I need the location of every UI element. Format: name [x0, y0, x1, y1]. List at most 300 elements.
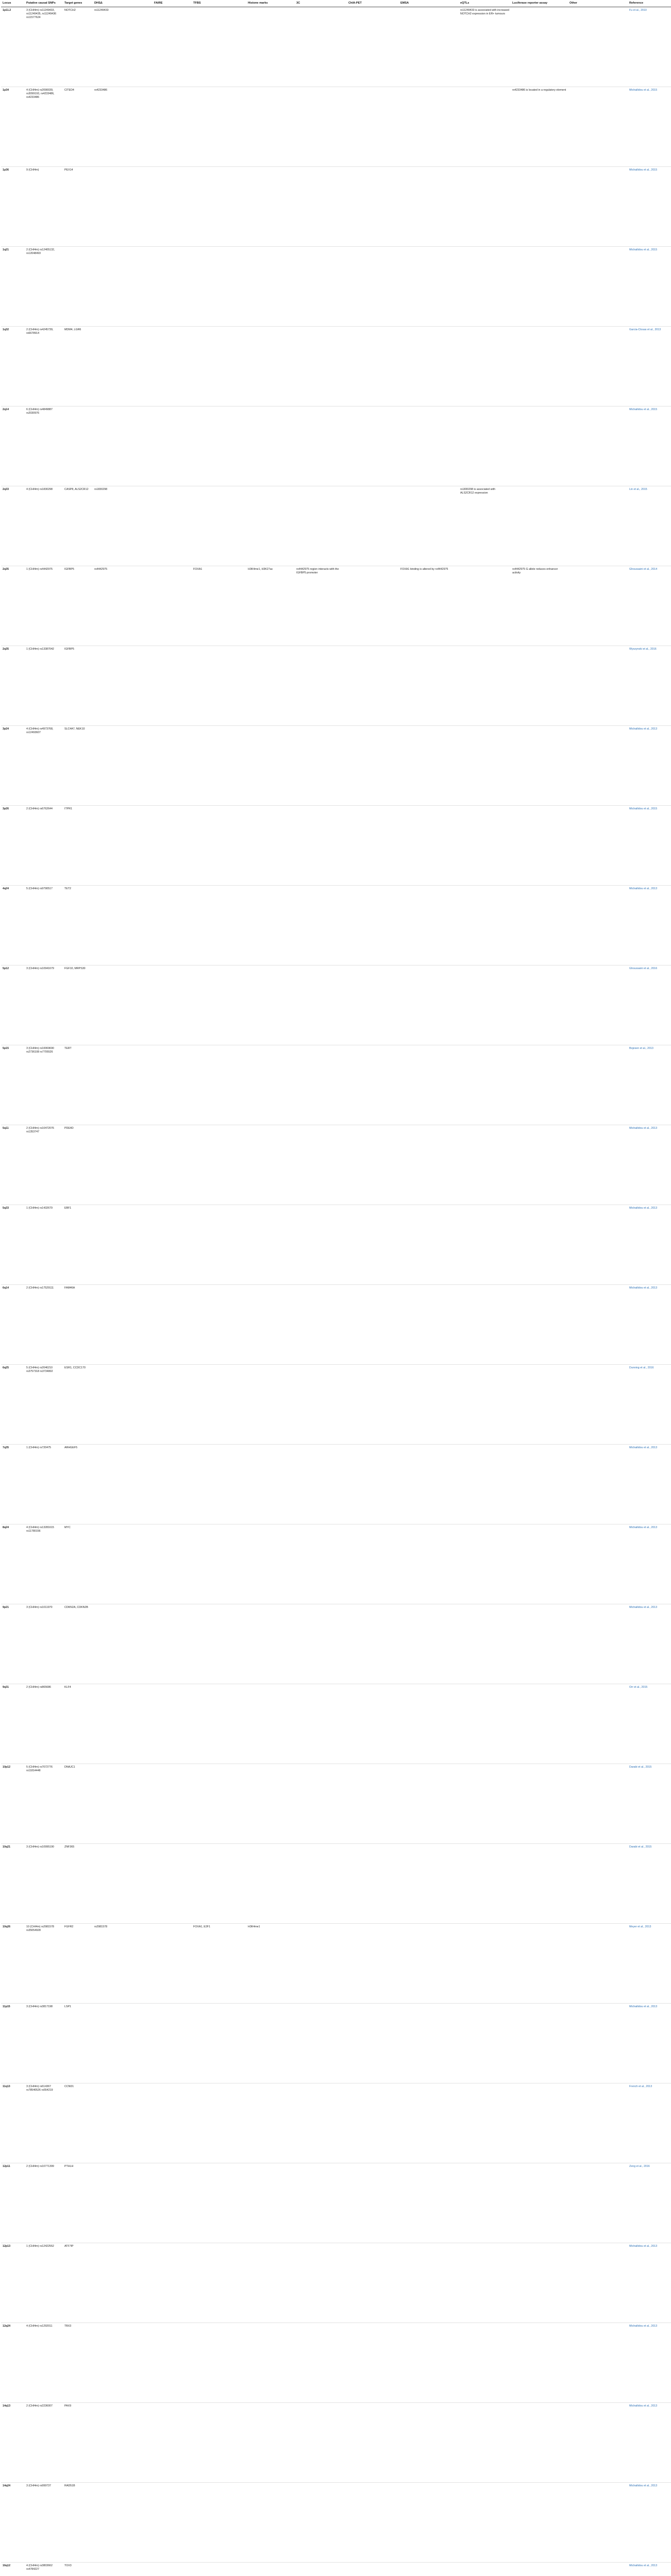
reference-link[interactable]: Lin et al., 2015	[629, 488, 647, 492]
table-cell	[347, 247, 399, 327]
table-cell: MDM4, LGR6	[63, 327, 93, 406]
table-cell	[192, 2243, 246, 2323]
reference-link[interactable]: Michailidou et al., 2013	[629, 1526, 658, 1530]
column-header: eQTLs	[459, 0, 511, 7]
table-cell	[246, 646, 295, 726]
table-cell	[459, 726, 511, 806]
table-cell	[347, 2483, 399, 2563]
table-cell	[399, 886, 459, 965]
table-cell	[568, 2004, 628, 2083]
table-cell	[295, 806, 347, 886]
table-cell	[399, 806, 459, 886]
table-cell	[153, 1205, 192, 1285]
table-cell	[153, 406, 192, 486]
table-cell	[295, 87, 347, 167]
table-row	[1, 486, 671, 566]
table-cell[interactable]	[628, 247, 671, 327]
table-cell	[459, 327, 511, 406]
table-cell	[153, 1684, 192, 1764]
reference-link[interactable]: Michailidou et al., 2015	[629, 807, 658, 811]
table-cell	[459, 1445, 511, 1524]
table-cell: 11q13	[1, 2083, 25, 2163]
reference-link[interactable]: Wyszynski et al., 2016	[629, 648, 657, 651]
column-header: DHSΔ	[93, 0, 153, 7]
table-cell	[459, 965, 511, 1045]
table-cell	[93, 1604, 153, 1684]
table-cell	[153, 1365, 192, 1445]
table-cell	[295, 1445, 347, 1524]
reference-link[interactable]: Michailidou et al., 2015	[629, 408, 658, 412]
table-cell: 3 (CHI4m) rs614367 rs78540526 rs554219	[25, 2083, 63, 2163]
table-cell[interactable]	[628, 327, 671, 406]
table-cell	[568, 726, 628, 806]
table-cell	[347, 486, 399, 566]
reference-link[interactable]: Michailidou et al., 2013	[629, 1127, 658, 1130]
table-cell	[568, 167, 628, 247]
table-cell	[192, 1844, 246, 1924]
table-cell	[459, 806, 511, 886]
table-cell	[399, 2083, 459, 2163]
table-cell	[511, 1924, 568, 2004]
table-cell: 3 (CHI4m) rs10069690 rs2736108 rs7705526	[25, 1045, 63, 1125]
table-cell	[93, 806, 153, 886]
table-cell: 2q33	[1, 486, 25, 566]
reference-link[interactable]: Michailidou et al., 2013	[629, 2404, 658, 2408]
table-cell	[459, 1524, 511, 1604]
table-row	[1, 2563, 671, 2576]
table-cell[interactable]	[628, 726, 671, 806]
reference-link[interactable]: Michailidou et al., 2013	[629, 1606, 658, 1609]
reference-link[interactable]: Michailidou et al., 2013	[629, 1207, 658, 1210]
table-cell	[246, 1844, 295, 1924]
table-cell	[459, 167, 511, 247]
table-cell	[153, 886, 192, 965]
table-cell	[246, 1045, 295, 1125]
table-cell: 1q21	[1, 247, 25, 327]
table-cell: 1 (CHI4m) rs720475	[25, 1445, 63, 1524]
table-cell	[459, 1205, 511, 1285]
reference-link[interactable]: Ghoussaini et al., 2014	[629, 568, 658, 571]
table-cell	[459, 2163, 511, 2243]
table-cell	[192, 1045, 246, 1125]
table-cell	[459, 1285, 511, 1365]
table-cell: FOXA1, E2F1	[192, 1924, 246, 2004]
table-cell[interactable]	[628, 2163, 671, 2243]
table-cell	[93, 406, 153, 486]
table-cell	[399, 327, 459, 406]
table-cell	[153, 486, 192, 566]
table-cell: 2 (CHI4m) rs4245739, rs6678914	[25, 327, 63, 406]
table-cell: 4 (CHI4m) rs13281615 rs11780156	[25, 1524, 63, 1604]
table-cell	[93, 1764, 153, 1844]
table-cell: CDKN2A, CDKN2B	[63, 1604, 93, 1684]
table-cell	[93, 726, 153, 806]
table-cell: FGF10, MRPS30	[63, 965, 93, 1045]
table-cell	[246, 1684, 295, 1764]
table-cell	[153, 1604, 192, 1684]
table-cell	[295, 2563, 347, 2576]
table-cell: rs11249433	[93, 7, 153, 87]
table-cell: ZNF365	[63, 1844, 93, 1924]
table-cell	[295, 886, 347, 965]
table-cell	[511, 1604, 568, 1684]
table-cell[interactable]	[628, 1445, 671, 1524]
table-cell	[568, 486, 628, 566]
table-cell[interactable]	[628, 646, 671, 726]
table-cell: TET2	[63, 886, 93, 965]
table-cell	[93, 2243, 153, 2323]
table-cell	[63, 406, 93, 486]
reference-link[interactable]: Meyer et al., 2013	[629, 1925, 651, 1929]
table-cell[interactable]	[628, 2403, 671, 2483]
table-cell[interactable]	[628, 1205, 671, 1285]
table-cell: 3p26	[1, 806, 25, 886]
table-cell	[192, 406, 246, 486]
table-cell: 12q24	[1, 2323, 25, 2403]
table-cell: PEX14	[63, 167, 93, 247]
table-cell[interactable]	[628, 1365, 671, 1445]
table-cell	[511, 1125, 568, 1205]
table-cell: 5 (CHI4m) rs7072776 rs11814448	[25, 1764, 63, 1844]
table-cell	[192, 2323, 246, 2403]
table-cell	[153, 2323, 192, 2403]
table-cell[interactable]	[628, 1604, 671, 1684]
table-cell	[511, 2163, 568, 2243]
table-cell: LSP1	[63, 2004, 93, 2083]
table-cell	[153, 1844, 192, 1924]
reference-link[interactable]: Darabi et al., 2015	[629, 1766, 652, 1769]
table-cell	[153, 566, 192, 646]
table-cell[interactable]	[628, 566, 671, 646]
table-cell	[295, 1524, 347, 1604]
table-cell: 5q11	[1, 1125, 25, 1205]
table-cell	[511, 2483, 568, 2563]
table-cell	[511, 1205, 568, 1285]
reference-link[interactable]: Michailidou et al., 2013	[629, 887, 658, 891]
table-cell: 5p15	[1, 1045, 25, 1125]
table-cell[interactable]	[628, 1844, 671, 1924]
table-cell[interactable]	[628, 2083, 671, 2163]
table-cell[interactable]	[628, 1924, 671, 2004]
reference-link[interactable]: Orr et al., 2015	[629, 1686, 648, 1689]
table-cell: 10q21	[1, 1844, 25, 1924]
table-cell	[511, 406, 568, 486]
table-cell: CCND1	[63, 2083, 93, 2163]
table-cell: 2q35	[1, 566, 25, 646]
table-cell	[93, 1445, 153, 1524]
reference-link[interactable]: Michailidou et al., 2013	[629, 727, 658, 731]
table-row	[1, 2083, 671, 2163]
table-cell	[459, 1604, 511, 1684]
reference-link[interactable]: Zeng et al., 2016	[629, 2165, 650, 2168]
table-cell	[568, 2323, 628, 2403]
table-cell	[568, 806, 628, 886]
table-cell	[295, 1684, 347, 1764]
table-cell	[153, 2403, 192, 2483]
table-row	[1, 247, 671, 327]
table-row	[1, 167, 671, 247]
table-cell	[192, 1445, 246, 1524]
table-cell: 1p36	[1, 167, 25, 247]
table-row	[1, 2403, 671, 2483]
table-cell	[568, 965, 628, 1045]
table-cell[interactable]	[628, 1285, 671, 1365]
table-cell	[153, 2083, 192, 2163]
table-cell: 2 (CHI4m) rs12405132, rs12048493	[25, 247, 63, 327]
table-cell	[192, 2483, 246, 2563]
table-cell	[568, 886, 628, 965]
reference-link[interactable]: Michailidou et al., 2013	[629, 1286, 658, 1290]
table-cell[interactable]	[628, 965, 671, 1045]
table-cell	[568, 7, 628, 87]
table-cell[interactable]	[628, 2563, 671, 2576]
table-cell: 6q14	[1, 1285, 25, 1365]
table-cell[interactable]	[628, 167, 671, 247]
table-cell	[399, 2403, 459, 2483]
table-cell	[568, 2563, 628, 2576]
reference-link[interactable]: Michailidou et al., 2015	[629, 168, 658, 172]
reference-link[interactable]: Michailidou et al., 2013	[629, 2325, 658, 2328]
table-cell[interactable]	[628, 1045, 671, 1125]
table-row	[1, 406, 671, 486]
table-cell: 5q33	[1, 1205, 25, 1285]
table-cell: 1 (CHI4m) rs12422552	[25, 2243, 63, 2323]
table-cell[interactable]	[628, 806, 671, 886]
table-cell: 1q32	[1, 327, 25, 406]
table-cell	[568, 1205, 628, 1285]
table-cell	[568, 1924, 628, 2004]
table-cell	[192, 886, 246, 965]
table-cell	[568, 1285, 628, 1365]
table-cell	[192, 965, 246, 1045]
table-cell	[459, 1125, 511, 1205]
table-cell	[568, 566, 628, 646]
table-cell: 1 (CHI4m) rs1432679	[25, 1205, 63, 1285]
table-cell	[511, 2083, 568, 2163]
table-cell	[568, 2403, 628, 2483]
reference-link[interactable]: Darabi et al., 2015	[629, 1845, 652, 1849]
table-cell	[295, 2323, 347, 2403]
table-cell	[93, 1684, 153, 1764]
table-cell: TBX3	[63, 2323, 93, 2403]
reference-link[interactable]: Michailidou et al., 2013	[629, 1446, 658, 1450]
table-cell: RAD51B	[63, 2483, 93, 2563]
table-cell: ESR1, CCDC170	[63, 1365, 93, 1445]
table-cell	[295, 2083, 347, 2163]
table-head	[1, 0, 671, 7]
table-cell	[347, 2563, 399, 2576]
column-header: Putative causal SNPs	[25, 0, 63, 7]
table-cell: 5p12	[1, 965, 25, 1045]
table-cell	[153, 2483, 192, 2563]
table-cell[interactable]	[628, 1125, 671, 1205]
table-cell	[399, 2243, 459, 2323]
table-cell	[459, 1924, 511, 2004]
table-cell	[246, 486, 295, 566]
table-cell[interactable]	[628, 1684, 671, 1764]
reference-link[interactable]: Bojesen et al., 2013	[629, 1047, 653, 1050]
table-cell	[295, 965, 347, 1045]
table-cell	[459, 406, 511, 486]
reference-link[interactable]: Michailidou et al., 2015	[629, 248, 658, 252]
reference-link[interactable]: French et al., 2013	[629, 2085, 652, 2089]
table-cell	[399, 2323, 459, 2403]
table-cell	[153, 1045, 192, 1125]
table-cell	[347, 2403, 399, 2483]
table-cell	[511, 1524, 568, 1604]
table-cell	[399, 167, 459, 247]
table-cell: 14q13	[1, 2403, 25, 2483]
header-row	[1, 0, 671, 7]
table-cell	[153, 646, 192, 726]
table-cell	[568, 1445, 628, 1524]
table-cell	[153, 965, 192, 1045]
table-cell[interactable]	[628, 406, 671, 486]
table-cell: 2q14	[1, 406, 25, 486]
table-row	[1, 1604, 671, 1684]
table-cell	[93, 1045, 153, 1125]
table-cell: KLF4	[63, 1684, 93, 1764]
table-cell[interactable]	[628, 486, 671, 566]
table-row	[1, 1764, 671, 1844]
table-cell: rs1830298 is associated with ALS2CR12 expression	[459, 486, 511, 566]
table-row	[1, 886, 671, 965]
table-cell	[246, 1524, 295, 1604]
table-cell[interactable]	[628, 886, 671, 965]
table-cell[interactable]	[628, 2243, 671, 2323]
table-row	[1, 646, 671, 726]
table-cell: FOXA1 binding is altered by rs4442975	[399, 566, 459, 646]
table-cell[interactable]	[628, 1764, 671, 1844]
table-cell: 10p12	[1, 1764, 25, 1844]
table-cell: 4 (CHI4m) rs1830298	[25, 486, 63, 566]
reference-link[interactable]: Ghoussaini et al., 2016	[629, 967, 658, 971]
table-cell	[399, 1524, 459, 1604]
table-cell: 4 (CHI4m) rs2090039, rs3099193, rs4233486, rs4233486	[25, 87, 63, 167]
table-cell	[459, 2483, 511, 2563]
table-cell	[568, 406, 628, 486]
table-cell	[192, 2163, 246, 2243]
table-cell	[399, 1445, 459, 1524]
table-cell: 3 (CHI4m) rs3817198	[25, 2004, 63, 2083]
table-row	[1, 1524, 671, 1604]
table-cell: 6q25	[1, 1365, 25, 1445]
table-cell	[568, 646, 628, 726]
table-cell: PDE4D	[63, 1125, 93, 1205]
table-cell	[459, 886, 511, 965]
reference-link[interactable]: Michailidou et al., 2013	[629, 2005, 658, 2009]
column-header: ChIA-PET	[347, 0, 399, 7]
table-cell	[295, 2163, 347, 2243]
table-cell[interactable]	[628, 1524, 671, 1604]
table-cell	[347, 1285, 399, 1365]
table-cell	[93, 1524, 153, 1604]
table-cell	[399, 965, 459, 1045]
table-cell: 9 (CHI4m)	[25, 167, 63, 247]
table-cell	[192, 2004, 246, 2083]
table-cell: 1p34	[1, 87, 25, 167]
table-cell	[246, 2483, 295, 2563]
table-cell	[246, 886, 295, 965]
table-cell: 2 (CHI4m) rs10771399	[25, 2163, 63, 2243]
table-cell	[511, 1365, 568, 1445]
table-cell	[511, 167, 568, 247]
table-cell	[295, 7, 347, 87]
table-cell	[246, 965, 295, 1045]
table-row	[1, 2323, 671, 2403]
column-header: Other	[568, 0, 628, 7]
table-cell	[192, 7, 246, 87]
reference-link[interactable]: Fu et al., 2010	[629, 9, 647, 12]
table-cell	[295, 1924, 347, 2004]
table-cell	[347, 406, 399, 486]
table-cell[interactable]	[628, 7, 671, 87]
reference-link[interactable]: Michailidou et al., 2013	[629, 2484, 658, 2488]
reference-link[interactable]: Garcia-Closas et al., 2013	[629, 328, 661, 332]
table-cell	[246, 327, 295, 406]
table-cell: ARHGEF5	[63, 1445, 93, 1524]
table-cell	[399, 1764, 459, 1844]
table-cell	[93, 2483, 153, 2563]
table-cell[interactable]	[628, 2004, 671, 2083]
table-cell	[511, 965, 568, 1045]
table-cell: 3p24	[1, 726, 25, 806]
table-cell	[93, 1205, 153, 1285]
reference-link[interactable]: Michailidou et al., 2013	[629, 2245, 658, 2248]
table-cell: 4 (CHI4m) rs3803662 rs4784227	[25, 2563, 63, 2576]
table-cell	[568, 2243, 628, 2323]
table-cell: 2 (CHI4m) rs6762644	[25, 806, 63, 886]
table-cell	[568, 1844, 628, 1924]
table-cell	[347, 1524, 399, 1604]
table-cell	[246, 1125, 295, 1205]
table-cell	[347, 167, 399, 247]
reference-link[interactable]: Michailidou et al., 2013	[629, 2564, 658, 2568]
table-cell	[246, 2083, 295, 2163]
reference-link[interactable]: Michailidou et al., 2015	[629, 89, 658, 92]
column-header: EMSA	[399, 0, 459, 7]
table-cell	[153, 7, 192, 87]
table-cell	[399, 87, 459, 167]
table-cell: TERT	[63, 1045, 93, 1125]
table-cell	[295, 167, 347, 247]
table-cell	[246, 2563, 295, 2576]
table-cell	[568, 87, 628, 167]
table-cell	[93, 886, 153, 965]
table-cell	[399, 2163, 459, 2243]
table-cell	[511, 2004, 568, 2083]
table-cell	[93, 247, 153, 327]
table-cell: 2 (CHI4m) rs2236007	[25, 2403, 63, 2483]
table-cell	[93, 646, 153, 726]
table-cell[interactable]	[628, 2483, 671, 2563]
table-cell	[347, 566, 399, 646]
table-cell	[295, 1125, 347, 1205]
table-cell: FOXA1	[192, 566, 246, 646]
table-cell	[511, 1764, 568, 1844]
table-cell: CITED4	[63, 87, 93, 167]
table-cell	[347, 1924, 399, 2004]
table-cell[interactable]	[628, 87, 671, 167]
table-cell	[246, 2004, 295, 2083]
table-cell	[295, 646, 347, 726]
table-cell	[511, 2323, 568, 2403]
table-cell: 3 (CHI4m) rs10941679	[25, 965, 63, 1045]
table-cell[interactable]	[628, 2323, 671, 2403]
table-cell	[295, 327, 347, 406]
reference-link[interactable]: Dunning et al., 2016	[629, 1366, 654, 1370]
table-cell	[295, 2004, 347, 2083]
